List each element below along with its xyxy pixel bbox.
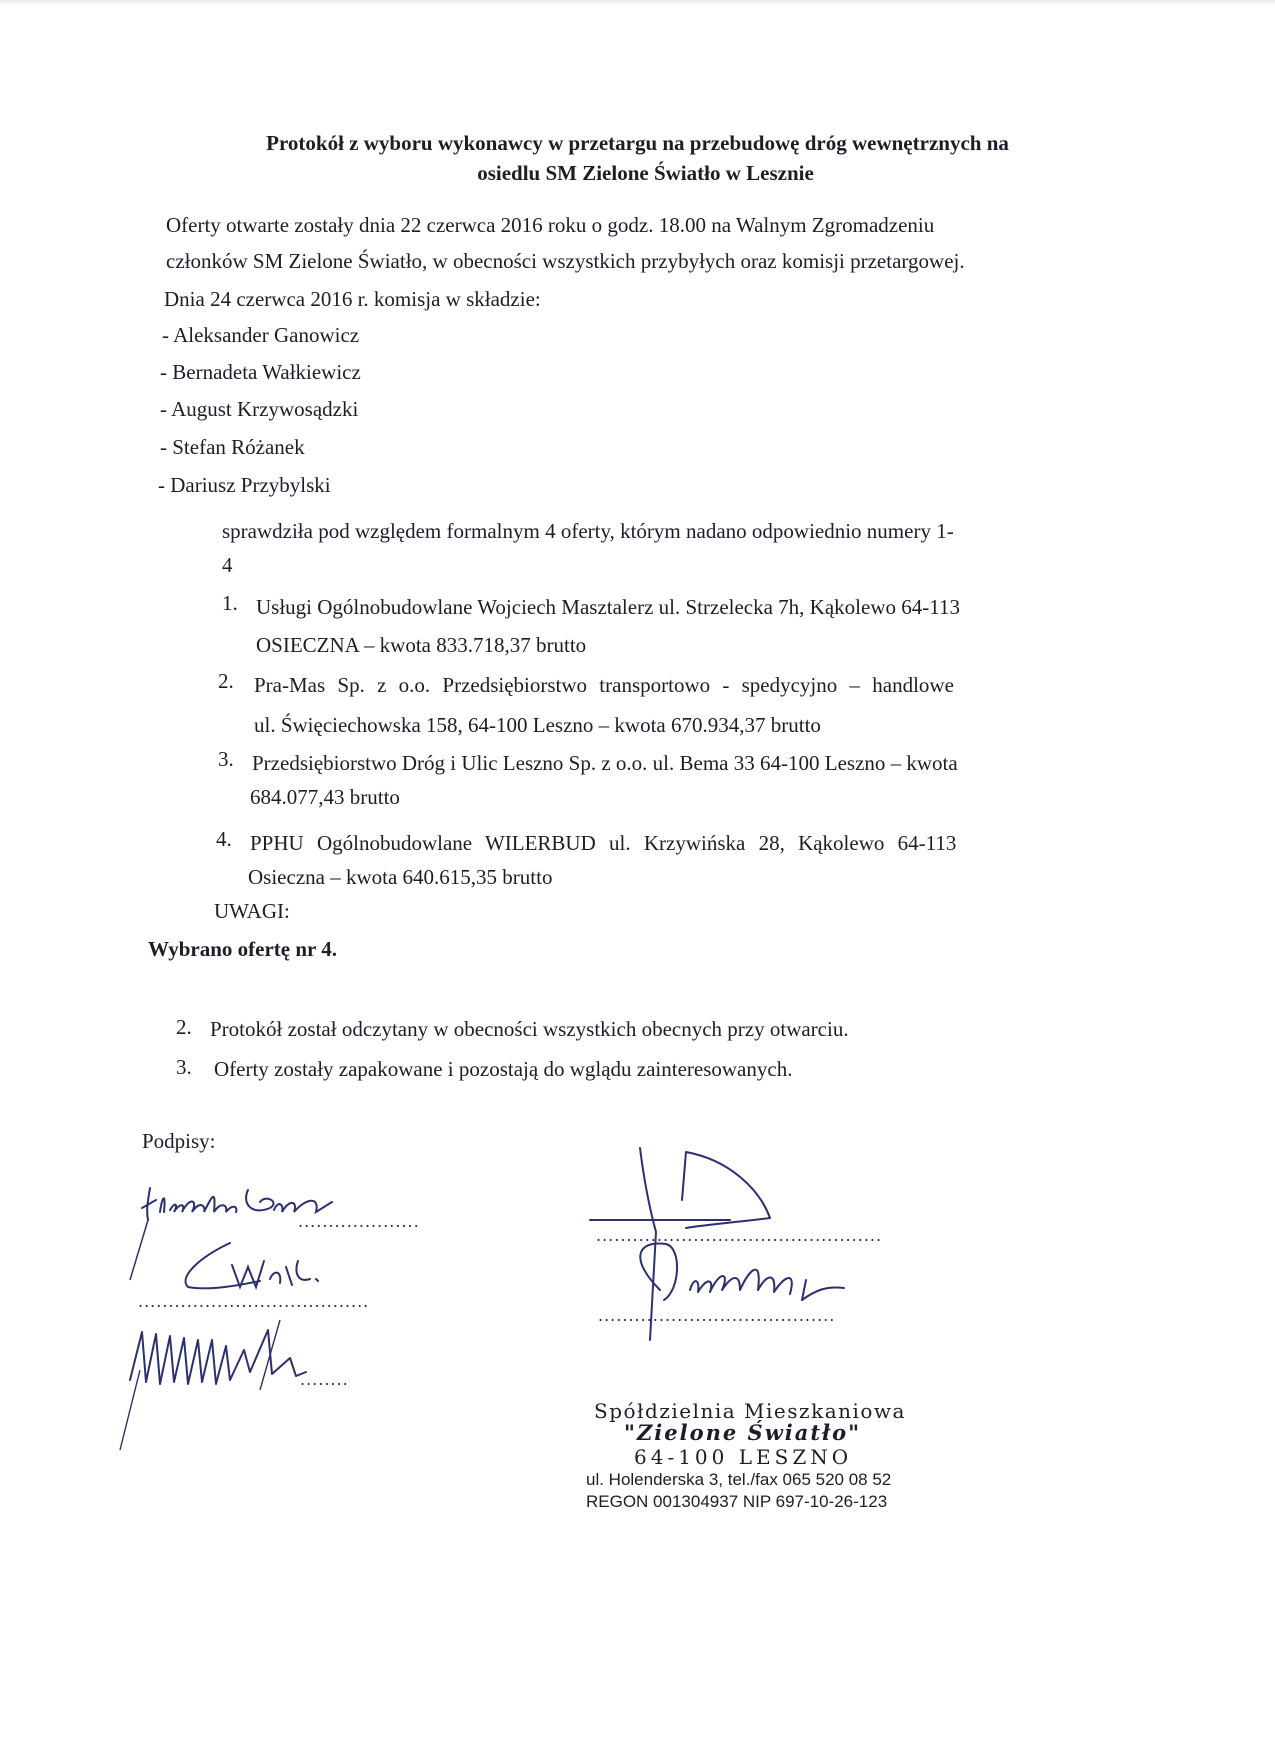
verification-line-2: 4 [222,553,233,577]
committee-member: - Bernadeta Wałkiewicz [160,360,361,384]
offer-line-1: Przedsiębiorstwo Dróg i Ulic Leszno Sp. z o.o. ul. Bema 33 64-100 Leszno – kwota [252,751,958,775]
signature-dotted-line: ....................................... [598,1306,836,1325]
offer-line-2: 684.077,43 brutto [250,785,400,809]
stamp-line-4: ul. Holenderska 3, tel./fax 065 520 08 52 [586,1470,892,1489]
remarks-label: UWAGI: [214,899,290,923]
offer-number: 1. [222,591,238,615]
offer-line-1: Usługi Ogólnobudowlane Wojciech Masztalerz ul. Strzelecka 7h, Kąkolewo 64-113 [256,595,960,619]
committee-member: - August Krzywosądzki [160,397,359,421]
closing-item-text: Protokół został odczytany w obecności wszystkich obecnych przy otwarciu. [210,1017,849,1041]
document-title-line-2: osiedlu SM Zielone Światło w Lesznie [477,161,814,185]
committee-member: - Aleksander Ganowicz [162,323,360,347]
signature-dotted-line: ............................................... [596,1226,883,1245]
selected-offer: Wybrano ofertę nr 4. [148,937,337,961]
offer-number: 3. [218,747,234,771]
stamp-line-3: 64-100 LESZNO [634,1445,853,1469]
stamp-line-1: Spółdzielnia Mieszkaniowa [594,1399,906,1423]
closing-item-number: 2. [176,1015,192,1039]
verification-line-1: sprawdziła pod względem formalnym 4 oferty, którym nadano odpowiednio numery 1- [222,519,954,543]
signature-bernadeta-walkiewicz [170,1235,340,1305]
stamp-line-5: REGON 001304937 NIP 697-10-26-123 [586,1492,888,1511]
offer-line-1: PPHU Ogólnobudowlane WILERBUD ul. Krzywińska 28, Kąkolewo 64-113 [250,831,957,855]
offer-number: 2. [218,669,234,693]
offer-line-2: ul. Święciechowska 158, 64-100 Leszno – kwota 670.934,37 brutto [254,713,821,737]
signatures-label: Podpisy: [142,1129,216,1153]
signature-dotted-line: .................... [298,1212,420,1231]
offer-line-2: Osieczna – kwota 640.615,35 brutto [248,865,553,889]
intro-line-2: członków SM Zielone Światło, w obecności wszystkich przybyłych oraz komisji przetargowej. [166,249,965,273]
committee-member: - Stefan Różanek [160,435,305,459]
intro-line-1: Oferty otwarte zostały dnia 22 czerwca 2016 roku o godz. 18.00 na Walnym Zgromadzeniu [166,213,935,237]
signature-dotted-line: ........ [300,1370,349,1389]
signature-august-krzywosadzki [100,1310,340,1460]
intro-line-3: Dnia 24 czerwca 2016 r. komisja w składzie: [164,287,541,311]
signature-right-chairman [590,1140,890,1340]
document-title-line-1: Protokół z wyboru wykonawcy w przetargu na przebudowę dróg wewnętrznych na [266,131,1009,155]
closing-item-number: 3. [176,1055,192,1079]
offer-line-2: OSIECZNA – kwota 833.718,37 brutto [256,633,587,657]
offer-number: 4. [216,827,232,851]
committee-member: - Dariusz Przybylski [158,473,331,497]
closing-item-text: Oferty zostały zapakowane i pozostają do wglądu zainteresowanych. [214,1057,793,1081]
stamp-line-2: "Zielone Światło" [624,1420,862,1445]
signature-dotted-line: ...................................... [138,1292,370,1311]
scan-edge [0,0,1275,6]
offer-line-1: Pra-Mas Sp. z o.o. Przedsiębiorstwo transportowo - spedycyjno – handlowe [254,673,954,697]
